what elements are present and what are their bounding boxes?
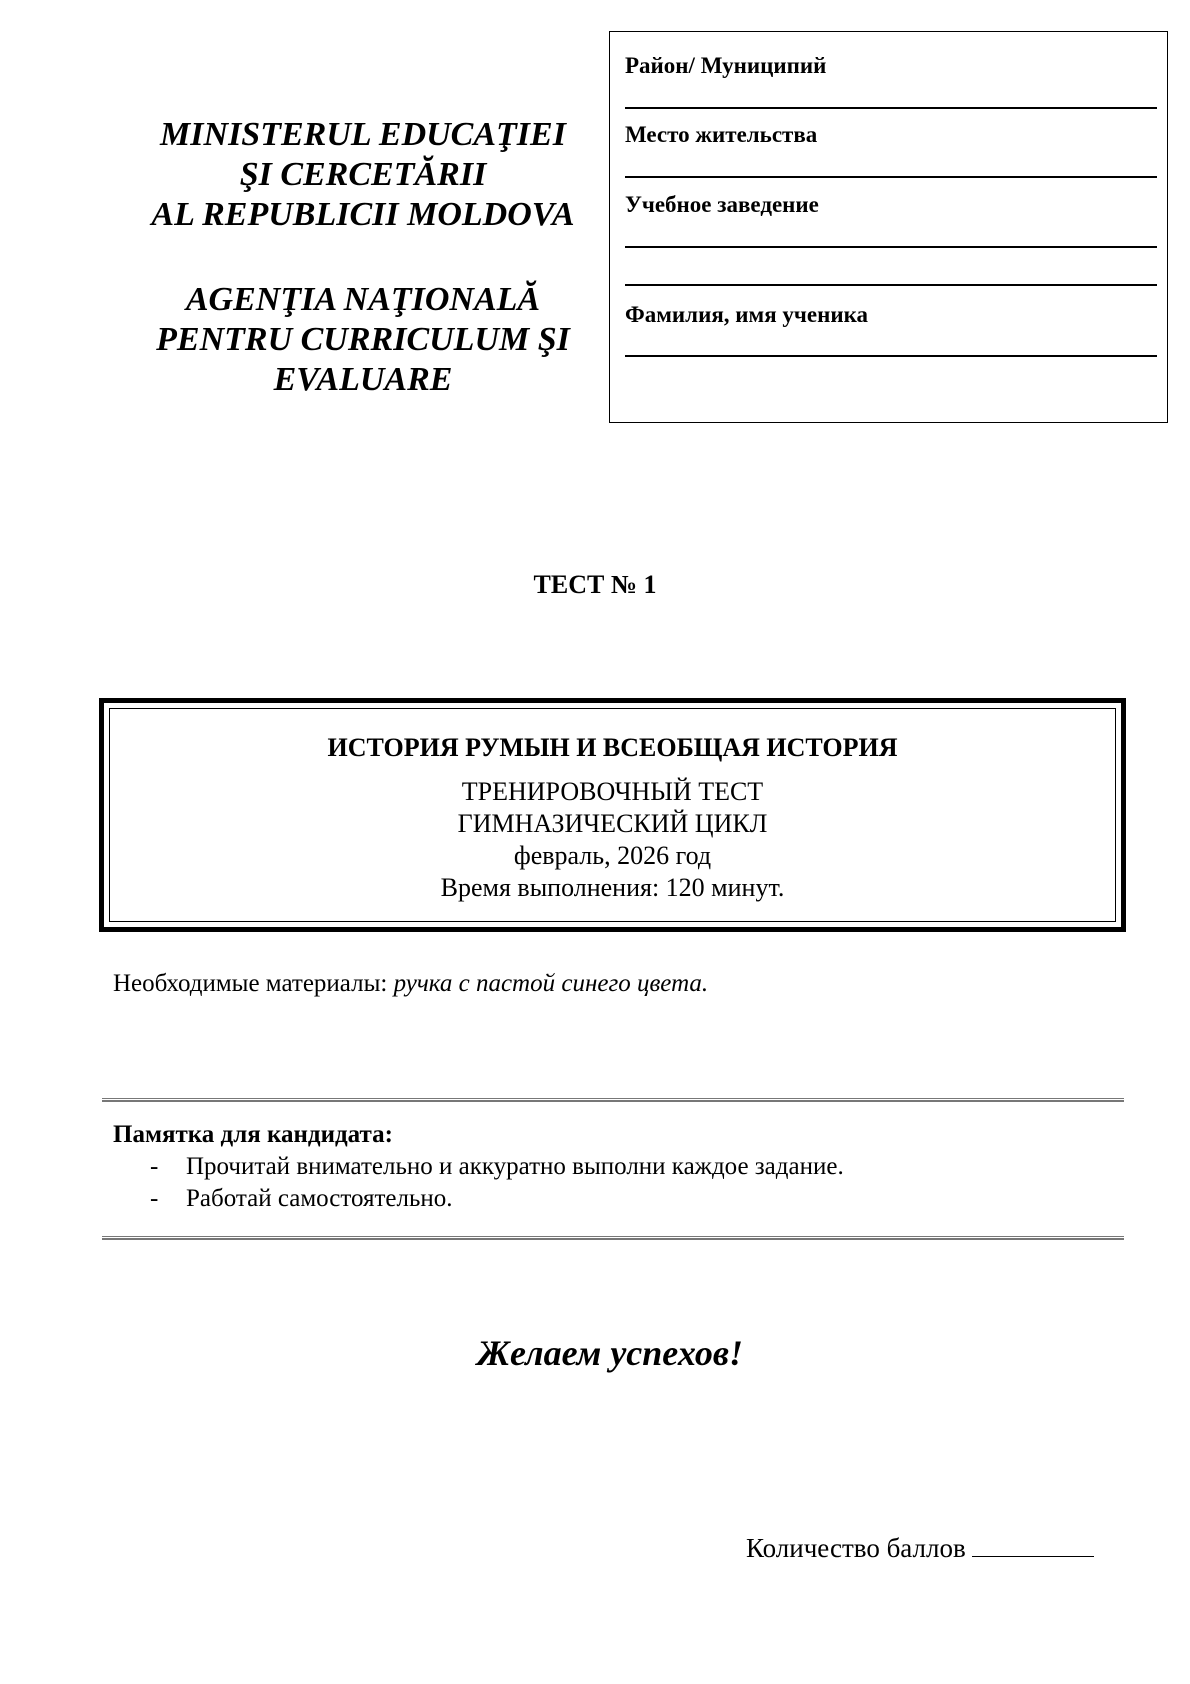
subject-details [110,776,1115,904]
student-name-field[interactable] [625,355,1157,357]
agency-line: EVALUARE [273,361,453,398]
subject-box [99,698,1126,932]
score-field [746,1533,1094,1564]
residence-field[interactable] [625,176,1157,178]
test-number: ТЕСТ № 1 [533,570,657,599]
residence-label: Место жительства [625,122,818,147]
school-label: Учебное заведение [625,192,819,217]
agency-name [128,280,598,400]
ministry-line: AL REPUBLICII MOLDOVA [151,196,575,233]
score-label: Количество баллов [746,1533,966,1563]
good-luck-message: Желаем успехов! [476,1333,744,1373]
memo-item-text: Работай самостоятельно. [186,1185,453,1212]
school-field-extra[interactable] [625,284,1157,286]
memo-list [113,1151,1113,1215]
student-name-label: Фамилия, имя ученика [625,302,868,327]
candidate-memo [113,1119,1113,1215]
dash-bullet: - [150,1185,159,1212]
score-blank[interactable] [972,1534,1094,1557]
test-type: ТРЕНИРОВОЧНЫЙ ТЕСТ [461,777,764,806]
test-duration: Время выполнения: 120 минут. [440,873,785,902]
memo-title: Памятка для кандидата: [113,1121,393,1148]
divider-bottom [102,1236,1124,1240]
dash-bullet: - [150,1153,159,1180]
subject-title: ИСТОРИЯ РУМЫН И ВСЕОБЩАЯ ИСТОРИЯ [327,733,898,762]
candidate-info-box [609,31,1168,423]
memo-item-text: Прочитай внимательно и аккуратно выполни каждое задание. [186,1153,844,1180]
list-item [113,1151,1113,1183]
ministry-line: MINISTERUL EDUCAŢIEI [160,116,566,153]
ministry-name [128,115,598,235]
district-label: Район/ Муниципий [625,53,827,78]
materials-value: ручка с пастой синего цвета. [393,970,709,997]
agency-line: AGENŢIA NAŢIONALĂ [185,281,541,318]
subject-box-inner [109,708,1116,922]
ministry-line: ŞI CERCETĂRII [239,156,487,193]
test-cycle: ГИМНАЗИЧЕСКИЙ ЦИКЛ [457,809,768,838]
school-field[interactable] [625,246,1157,248]
agency-line: PENTRU CURRICULUM ŞI [156,321,570,358]
required-materials [113,970,708,998]
materials-label: Необходимые материалы: [113,970,388,997]
test-date: февраль, 2026 год [513,841,712,870]
list-item [113,1183,1113,1215]
district-field[interactable] [625,107,1157,109]
divider-top [102,1098,1124,1102]
